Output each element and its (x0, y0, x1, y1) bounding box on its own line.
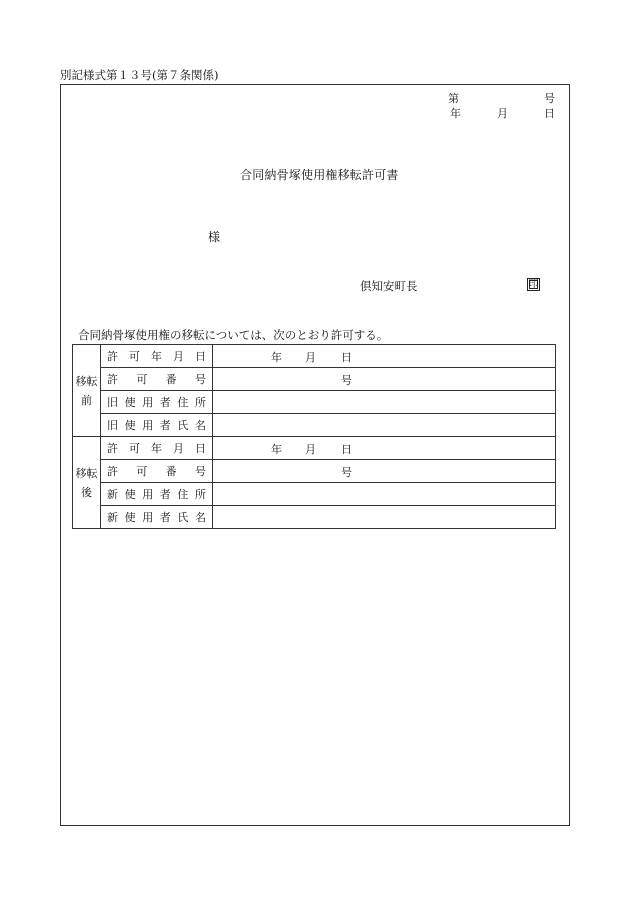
date-unit-day: 日 (341, 351, 352, 364)
date-unit-month: 月 (305, 443, 316, 456)
table-row (73, 414, 556, 437)
header-month: 月 (497, 107, 508, 120)
row-value-field[interactable] (213, 414, 556, 437)
number-prefix: 第 (448, 92, 459, 105)
row-label: 旧 使 用 者 氏 名 (101, 414, 213, 437)
header-year: 年 (450, 107, 461, 120)
table-row (73, 368, 556, 391)
group-label-after: 移転後 (73, 437, 101, 529)
row-label: 許 可 番 号 (101, 460, 213, 483)
row-label: 許 可 番 号 (101, 368, 213, 391)
row-value-field[interactable] (213, 506, 556, 529)
table-row (73, 437, 556, 460)
row-label: 許 可 年 月 日 (101, 437, 213, 460)
row-value-field[interactable] (213, 345, 556, 368)
row-label: 旧 使 用 者 住 所 (101, 391, 213, 414)
document-title: 合同納骨塚使用権移転許可書 (240, 168, 399, 182)
permit-table (72, 344, 556, 529)
row-label: 許 可 年 月 日 (101, 345, 213, 368)
table-row (73, 483, 556, 506)
table-row (73, 391, 556, 414)
row-value-field[interactable] (213, 437, 556, 460)
table-row (73, 345, 556, 368)
date-unit-year: 年 (271, 351, 282, 364)
group-label-before: 移転前 (73, 345, 101, 437)
row-value-field[interactable] (213, 368, 556, 391)
number-unit: 号 (341, 374, 352, 387)
table-row (73, 460, 556, 483)
form-label: 別記様式第１３号(第７条関係) (60, 68, 219, 82)
date-unit-month: 月 (305, 351, 316, 364)
statement-text: 合同納骨塚使用権の移転については、次のとおり許可する。 (78, 328, 389, 342)
seal-mark: 印 (528, 279, 539, 290)
row-value-field[interactable] (213, 483, 556, 506)
number-suffix: 号 (544, 92, 555, 105)
row-label: 新 使 用 者 氏 名 (101, 506, 213, 529)
table-row (73, 506, 556, 529)
issuer-name: 倶知安町長 (360, 279, 418, 293)
number-unit: 号 (341, 466, 352, 479)
row-value-field[interactable] (213, 460, 556, 483)
header-day: 日 (544, 107, 555, 120)
row-value-field[interactable] (213, 391, 556, 414)
date-unit-day: 日 (341, 443, 352, 456)
addressee-suffix: 様 (208, 230, 221, 244)
row-label: 新 使 用 者 住 所 (101, 483, 213, 506)
date-unit-year: 年 (271, 443, 282, 456)
